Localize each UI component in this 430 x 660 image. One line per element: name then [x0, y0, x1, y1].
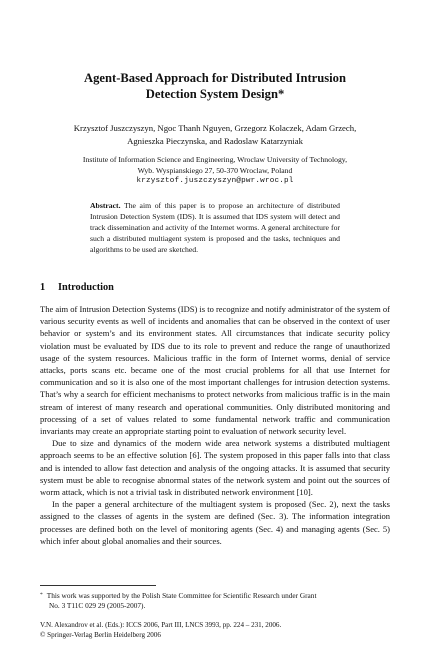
footnote-divider — [40, 585, 156, 586]
abstract-label: Abstract. — [90, 201, 121, 210]
section-number: 1 — [40, 282, 46, 293]
footnote-line-1 — [40, 591, 390, 601]
footnote-mark: * — [40, 592, 43, 598]
affiliation — [40, 154, 390, 187]
section-body — [40, 303, 390, 547]
author-list — [40, 122, 390, 147]
footnote-text-2: No. 3 T11C 029 29 (2005-2007). — [49, 601, 146, 610]
title-line-2: Detection System Design* — [145, 87, 285, 101]
citation-line-1: V.N. Alexandrov et al. (Eds.): ICCS 2006, Part III, LNCS 3993, pp. 224 – 231, 2006. — [40, 621, 282, 629]
author-email: krzysztof.juszczyszyn@pwr.wroc.pl — [136, 177, 294, 185]
section-title: Introduction — [58, 282, 114, 293]
copyright-line: © Springer-Verlag Berlin Heidelberg 2006 — [40, 631, 161, 639]
paper-title — [40, 70, 390, 102]
title-line-1: Agent-Based Approach for Distributed Intrusion — [84, 71, 346, 85]
publication-citation — [40, 620, 390, 640]
paragraph: The aim of Intrusion Detection Systems (IDS) is to recognize and notify administrator of the system of various security events as well of incidents and anomalies that can be observed in the context of user behavior or system’s and its environment states. All circumstances that indicate security policy violation must be evaluated by IDS due to its role to prevent and reduce the range of unauthorized usage of the system resources. Malicious traffic in the form of Internet worms, denial of service attacks, ports scans etc. became one of the most crucial problems for all that use Internet for communication and so it is also one of the most important challenges for intrusion detection systems. That’s why a search for efficient mechanisms to protect networks from malicious traffic is in the main stream of interest of many research and operational communities. Only distributed monitoring and processing of a set of values related to some fundamental network traffic and communication invariants may create an appropriate starting point to evaluation of network security level. — [40, 304, 390, 437]
abstract — [90, 200, 340, 255]
affiliation-line-1: Institute of Information Science and Engineering, Wroclaw University of Technology, — [82, 155, 348, 164]
paragraph: Due to size and dynamics of the modern wide area network systems a distributed multiagent approach seems to be an effective solution [6]. The system proposed in this paper falls into that class and is intended to allow fast detection and analysis of the ongoing attacks. It is assumed that security system must be able to recognise abnormal states of the network system and point out the sources of worm attack, which is not a trivial task in distributed network environment [10]. — [40, 438, 390, 498]
abstract-text: The aim of this paper is to propose an architecture of distributed Intrusion Detection System (IDS). It is assumed that IDS system will detect and track dissemination and activity of the Internet worms. A general architecture for such a distributed multiagent system is proposed and the tasks, techniques and algorithms to be used are sketched. — [90, 201, 340, 254]
paragraph: In the paper a general architecture of the multiagent system is proposed (Sec. 2), next the tasks assigned to the classes of agents in the system are defined (Sec. 3). The information integration processes are defined both on the level of monitoring agents (Sec. 4) and managing agents (Sec. 5) which infer about global anomalies and their sources. — [40, 499, 390, 546]
authors-line-2: Agnieszka Pieczynska, and Radoslaw Katarzyniak — [127, 135, 303, 146]
affiliation-line-2: Wyb. Wyspianskiego 27, 50-370 Wroclaw, Poland — [137, 166, 293, 175]
footnote-text-1: This work was supported by the Polish State Committee for Scientific Research under Grant — [46, 591, 317, 600]
authors-line-1: Krzysztof Juszczyszyn, Ngoc Thanh Nguyen, Grzegorz Kolaczek, Adam Grzech, — [73, 123, 357, 133]
footnote — [40, 591, 390, 611]
section-heading — [40, 281, 114, 294]
